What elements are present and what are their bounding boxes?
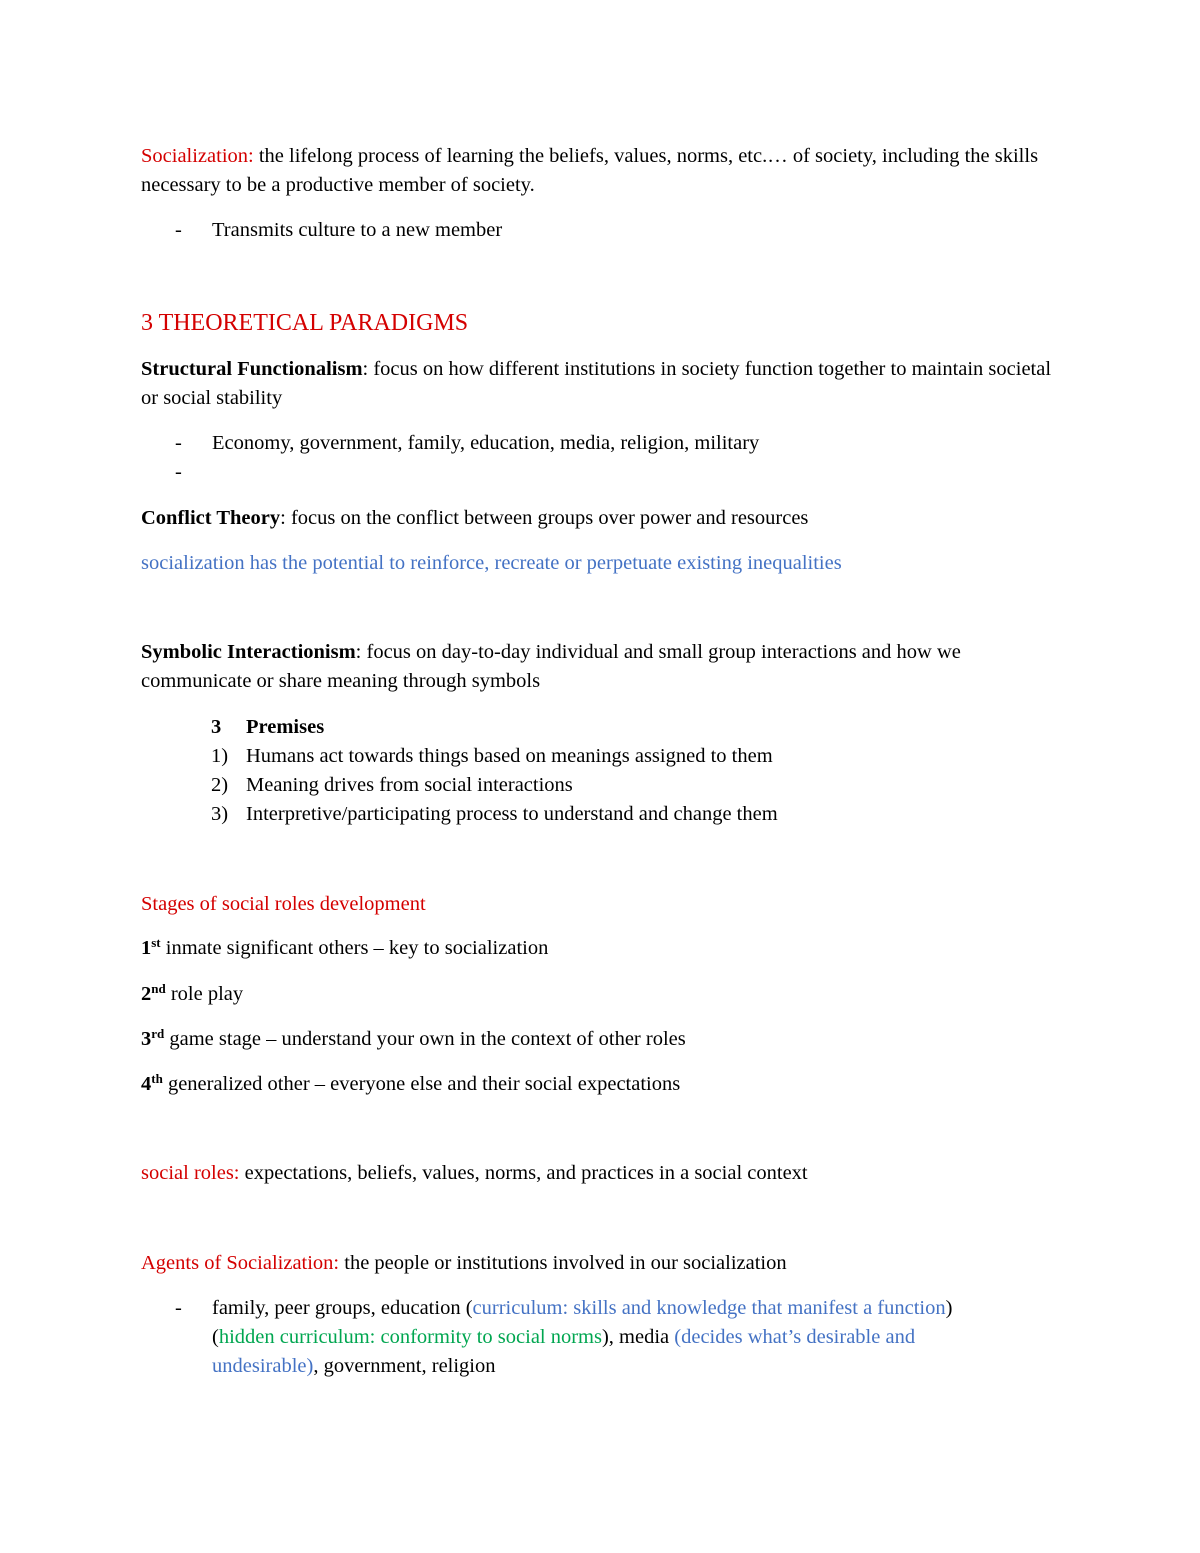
socialization-text: the lifelong process of learning the beliefs, values, norms, etc.… of society, including the skills necessary to be a productive member of society. — [141, 145, 1039, 196]
premises-label: Premises — [246, 716, 325, 738]
symbolic-term: Symbolic Interactionism — [141, 641, 356, 663]
structural-text: : focus on how different institutions in society function together to maintain societal or social stability — [141, 358, 1052, 409]
agents-part: ), media — [601, 1326, 675, 1348]
paradigms-heading: 3 THEORETICAL PARADIGMS — [141, 310, 469, 336]
stage-item — [141, 1070, 1061, 1099]
socialization-bullet: Transmits culture to a new member — [212, 219, 503, 241]
curriculum-note: curriculum: skills and knowledge that manifest a function — [472, 1297, 946, 1319]
premise-text: Meaning drives from social interactions — [246, 774, 573, 796]
stage-text: generalized other – everyone else and their social expectations — [162, 1073, 681, 1095]
stage-suffix: rd — [151, 1026, 165, 1041]
conflict-text: : focus on the conflict between groups over power and resources — [280, 507, 809, 529]
stage-number: 1 — [141, 937, 152, 959]
stage-item — [141, 934, 1061, 963]
conflict-note: socialization has the potential to reinforce, recreate or perpetuate existing inequalities — [141, 552, 842, 574]
premise-number: 1) — [211, 745, 229, 767]
dash-bullet: - — [175, 1297, 182, 1319]
stage-item — [141, 1025, 1061, 1054]
stage-item — [141, 980, 1061, 1009]
stage-number: 4 — [141, 1073, 152, 1095]
premise-number: 2) — [211, 774, 229, 796]
socialization-term: Socialization: — [141, 145, 254, 167]
stage-suffix: nd — [151, 981, 166, 996]
premise-text: Interpretive/participating process to understand and change them — [246, 803, 778, 825]
social-roles-definition — [141, 1159, 1061, 1188]
stage-text: inmate significant others – key to socialization — [160, 937, 549, 959]
socialization-definition — [141, 142, 1061, 200]
stages-heading: Stages of social roles development — [141, 893, 426, 915]
premise-text: Humans act towards things based on meanings assigned to them — [246, 745, 773, 767]
premises-number: 3 — [211, 716, 222, 738]
stage-text: role play — [165, 983, 244, 1005]
structural-term: Structural Functionalism — [141, 358, 363, 380]
symbolic-text: : focus on day-to-day individual and small group interactions and how we communicate or share meaning through symbols — [141, 641, 961, 692]
structural-bullet: Economy, government, family, education, media, religion, military — [212, 432, 760, 454]
social-roles-term: social roles: — [141, 1162, 240, 1184]
agents-term: Agents of Socialization: — [141, 1252, 340, 1274]
agents-bullet — [212, 1294, 1002, 1381]
hidden-curriculum-note: hidden curriculum: conformity to social norms — [218, 1326, 602, 1348]
social-roles-text: expectations, beliefs, values, norms, and practices in a social context — [239, 1162, 808, 1184]
premise-number: 3) — [211, 803, 229, 825]
stage-text: game stage – understand your own in the context of other roles — [164, 1028, 686, 1050]
stage-suffix: th — [151, 1071, 163, 1086]
agents-text: the people or institutions involved in our socialization — [339, 1252, 787, 1274]
agents-part: , government, religion — [313, 1355, 496, 1377]
conflict-theory — [141, 504, 1061, 533]
structural-functionalism — [141, 355, 1061, 413]
stage-suffix: st — [151, 935, 161, 950]
agents-definition — [141, 1249, 1061, 1278]
dash-bullet: - — [175, 219, 182, 241]
conflict-term: Conflict Theory — [141, 507, 281, 529]
dash-bullet: - — [175, 432, 182, 454]
stage-number: 3 — [141, 1028, 152, 1050]
agents-part: ) ( — [212, 1297, 953, 1348]
stage-number: 2 — [141, 983, 152, 1005]
agents-part: family, peer groups, education ( — [212, 1297, 473, 1319]
symbolic-interactionism — [141, 638, 1061, 696]
media-note: (decides what’s desirable and undesirable) — [212, 1326, 916, 1377]
dash-bullet: - — [175, 461, 182, 483]
